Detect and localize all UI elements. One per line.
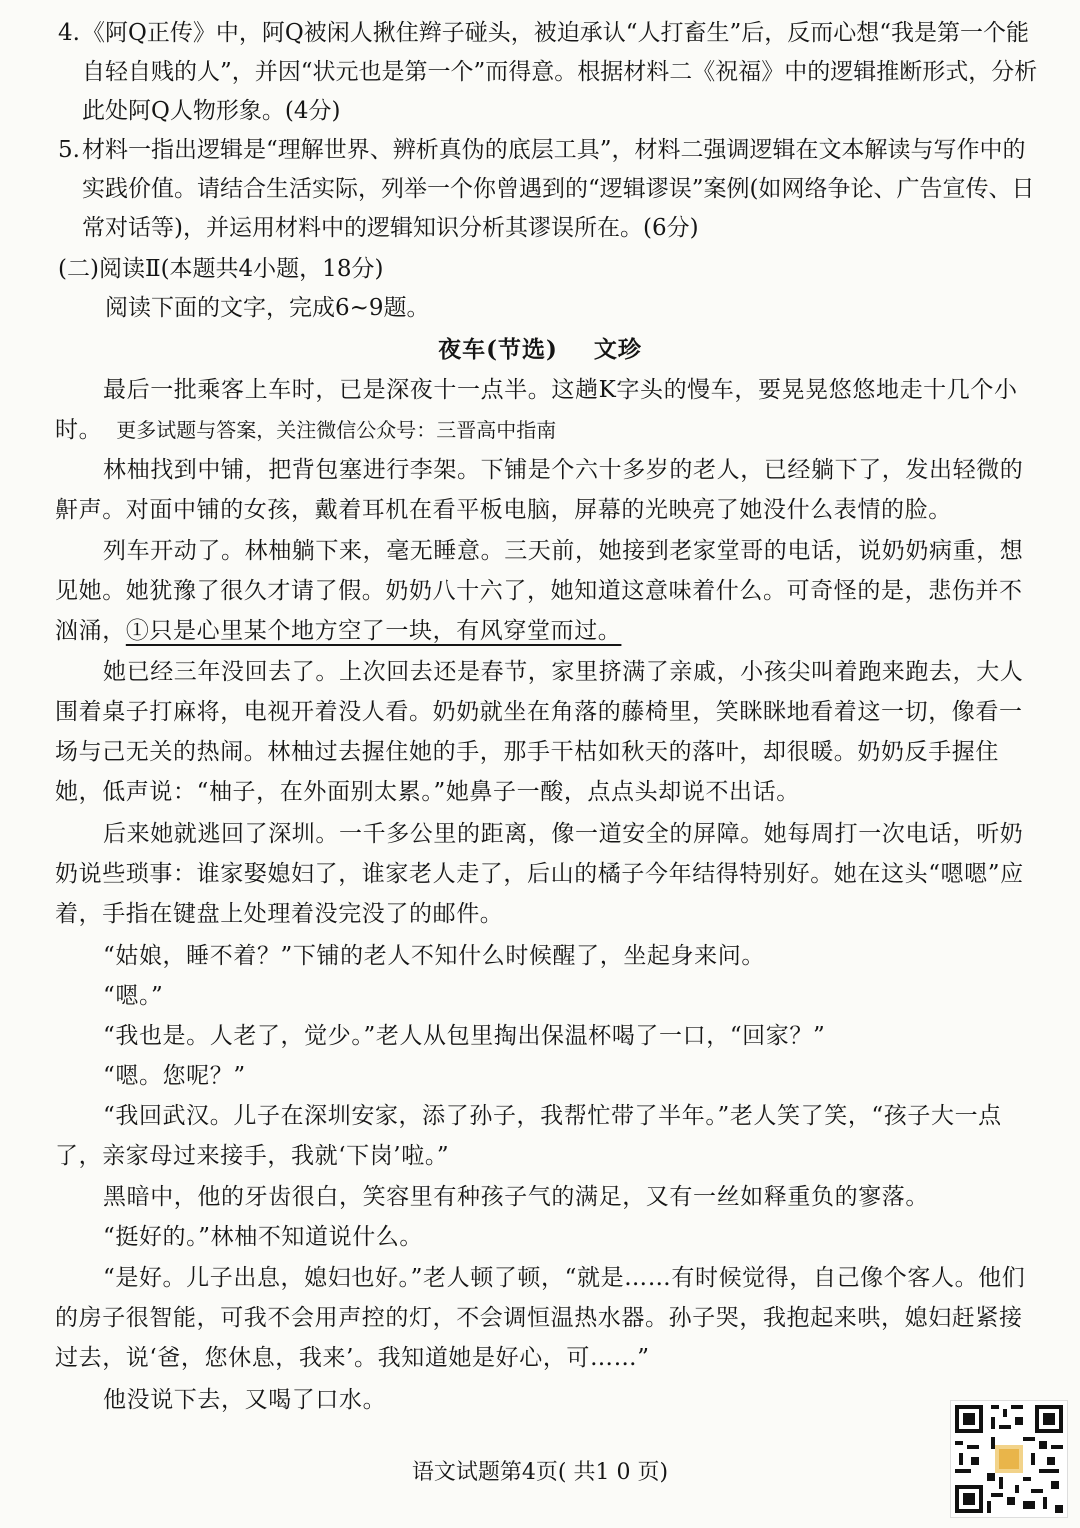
paragraph: 她已经三年没回去了。上次回去还是春节，家里挤满了亲戚，小孩尖叫着跑来跑去，大人围着桌子打麻将，电视开着没人看。奶奶就坐在角落的藤椅里，笑眯眯地看着这一切，像看一场与己无关的热闹。林柚过去握住她的手，那手干枯如秋天的落叶，却很暖。奶奶反手握住她，低声说：“柚子，在外面别太累。”她鼻子一酸，点点头却说不出话。 bbox=[55, 659, 1024, 805]
paragraph: 黑暗中，他的牙齿很白，笑容里有种孩子气的满足，又有一丝如释重负的寥落。 bbox=[103, 1184, 929, 1210]
paragraph: “姑娘，睡不着？”下铺的老人不知什么时候醒了，坐起身来问。 bbox=[103, 943, 765, 969]
question-text: 《阿Q正传》中，阿Q被闲人揪住辫子碰头，被迫承认“人打畜生”后，反而心想“我是第一个能自轻自贱的人”，并因“状元也是第一个”而得意。根据材料二《祝福》中的逻辑推断形式，分析此处阿Q人物形象。(4分) bbox=[82, 20, 1038, 124]
article-title: 夜车(节选) bbox=[438, 336, 558, 363]
paragraph: 他没说下去，又喝了口水。 bbox=[103, 1387, 387, 1413]
section-heading: (二)阅读Ⅱ(本题共4小题，18分) bbox=[58, 256, 384, 282]
paragraph: “我回武汉。儿子在深圳安家，添了孙子，我帮忙带了半年。”老人笑了笑，“孩子大一点了，亲家母过来接手，我就‘下岗’啦。” bbox=[55, 1103, 1002, 1169]
underlined-sentence-1: ①只是心里某个地方空了一块，有风穿堂而过。 bbox=[125, 618, 622, 644]
paragraph-text: 列车开动了。林柚躺下来，毫无睡意。三天前，她接到老家堂哥的电话，说奶奶病重，想见她。她犹豫了很久才请了假。奶奶八十六了，她知道这意味着什么。可奇怪的是，悲伤并不汹涌， bbox=[55, 538, 1024, 644]
paragraph-text: 最后一批乘客上车时，已是深夜十一点半。这趟K字头的慢车，要晃晃悠悠地走十几个小时。 bbox=[55, 377, 1018, 443]
paragraph: “是好。儿子出息，媳妇也好。”老人顿了顿，“就是……有时候觉得，自己像个客人。他们的房子很智能，可我不会用声控的灯，不会调恒温热水器。孙子哭，我抱起来哄，媳妇赶紧接过去，说‘爸，您休息，我来’。我知道她是好心，可……” bbox=[55, 1265, 1026, 1371]
paragraph: 后来她就逃回了深圳。一千多公里的距离，像一道安全的屏障。她每周打一次电话，听奶奶说些琐事：谁家娶媳妇了，谁家老人走了，后山的橘子今年结得特别好。她在这头“嗯嗯”应着，手指在键盘上处理着没完没了的邮件。 bbox=[55, 821, 1024, 927]
reading-instruction: 阅读下面的文字，完成6~9题。 bbox=[105, 295, 430, 321]
page-footer: 语文试题第4页( 共1 0 页) bbox=[411, 1460, 669, 1485]
qr-code-icon bbox=[950, 1400, 1068, 1518]
paragraph: 林柚找到中铺，把背包塞进行李架。下铺是个六十多岁的老人，已经躺下了，发出轻微的鼾声。对面中铺的女孩，戴着耳机在看平板电脑，屏幕的光映亮了她没什么表情的脸。 bbox=[55, 457, 1024, 523]
question-number: 4. bbox=[58, 20, 80, 46]
question-4 bbox=[58, 14, 1048, 131]
question-text: 材料一指出逻辑是“理解世界、辨析真伪的底层工具”，材料二强调逻辑在文本解读与写作中的实践价值。请结合生活实际，列举一个你曾遇到的“逻辑谬误”案例(如网络争论、广告宣传、日常对话等)，并运用材料中的逻辑知识分析其谬误所在。(6分) bbox=[82, 137, 1035, 241]
question-number: 5. bbox=[58, 137, 80, 163]
paragraph: “嗯。” bbox=[103, 983, 164, 1009]
paragraph bbox=[55, 370, 1040, 450]
paragraph bbox=[55, 531, 1040, 651]
paragraph: “挺好的。”林柚不知道说什么。 bbox=[103, 1224, 424, 1250]
question-5 bbox=[58, 131, 1048, 248]
paragraph: “嗯。您呢？” bbox=[103, 1063, 246, 1089]
wechat-note: 更多试题与答案，关注微信公众号：三晋高中指南 bbox=[116, 418, 557, 442]
article-title-line bbox=[0, 330, 1080, 369]
article-author: 文珍 bbox=[593, 336, 642, 363]
paragraph: “我也是。人老了，觉少。”老人从包里掏出保温杯喝了一口，“回家？” bbox=[103, 1023, 826, 1049]
